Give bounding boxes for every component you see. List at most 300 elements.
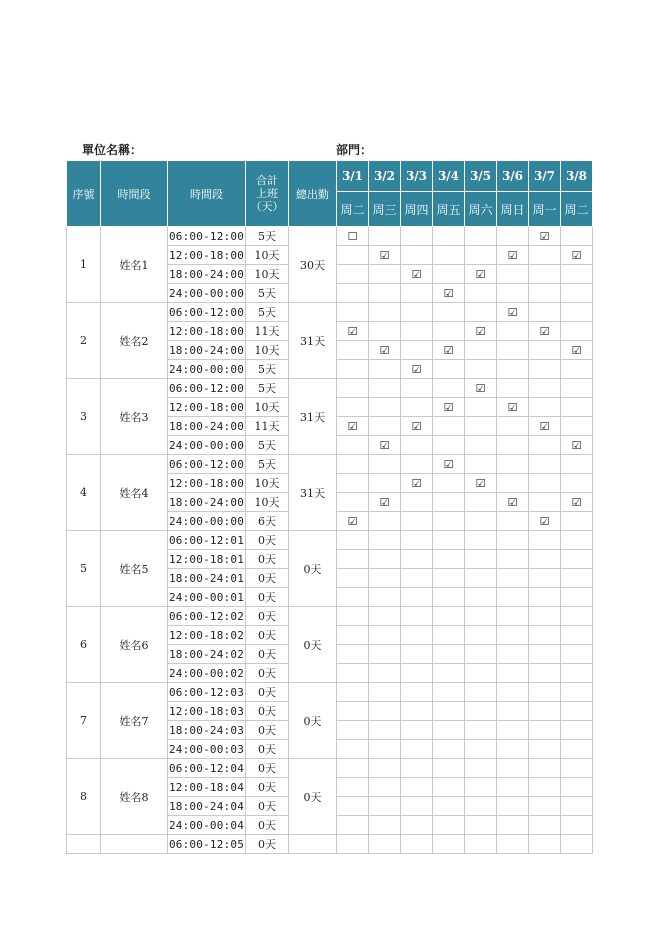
shift-checkbox-cell[interactable] [497,626,529,645]
shift-checkbox-cell[interactable] [337,493,369,512]
shift-checkbox-cell[interactable] [433,284,465,303]
shift-checkbox-cell[interactable] [497,246,529,265]
workdays-count: 11天 [246,322,289,341]
shift-checkbox-cell[interactable] [465,246,497,265]
shift-checkbox-cell[interactable] [401,531,433,550]
shift-checkbox-cell[interactable] [369,303,401,322]
checked-box-icon: ☑ [443,457,454,471]
shift-checkbox-cell[interactable] [465,778,497,797]
checked-box-icon: ☑ [443,343,454,357]
shift-checkbox-cell[interactable] [433,759,465,778]
shift-checkbox-cell[interactable] [369,436,401,455]
shift-checkbox-cell[interactable] [369,341,401,360]
time-range: 18:00-24:01 [168,569,246,588]
checked-box-icon: ☑ [443,286,454,300]
col-days-line1: 合計 [256,174,278,187]
shift-checkbox-cell[interactable] [401,512,433,531]
shift-checkbox-cell[interactable] [337,303,369,322]
shift-checkbox-cell[interactable] [401,835,433,854]
shift-checkbox-cell[interactable] [433,246,465,265]
total-attendance: 0天 [289,759,337,835]
shift-checkbox-cell[interactable] [529,797,561,816]
shift-checkbox-cell[interactable] [561,379,593,398]
shift-checkbox-cell[interactable] [561,360,593,379]
shift-checkbox-cell[interactable] [369,455,401,474]
shift-checkbox-cell[interactable] [465,645,497,664]
shift-checkbox-cell[interactable] [497,683,529,702]
shift-checkbox-cell[interactable] [497,740,529,759]
shift-checkbox-cell[interactable] [337,664,369,683]
shift-checkbox-cell[interactable] [529,398,561,417]
shift-checkbox-cell[interactable] [561,835,593,854]
shift-checkbox-cell[interactable] [497,797,529,816]
shift-checkbox-cell[interactable] [401,759,433,778]
shift-checkbox-cell[interactable] [465,759,497,778]
table-row [67,455,593,474]
shift-checkbox-cell[interactable] [401,588,433,607]
workdays-count: 10天 [246,265,289,284]
shift-checkbox-cell[interactable] [529,455,561,474]
shift-checkbox-cell[interactable] [561,417,593,436]
time-range: 18:00-24:00 [168,265,246,284]
shift-checkbox-cell[interactable] [497,702,529,721]
shift-checkbox-cell[interactable] [433,740,465,759]
shift-checkbox-cell[interactable] [529,664,561,683]
shift-checkbox-cell[interactable] [433,626,465,645]
shift-checkbox-cell[interactable] [497,607,529,626]
shift-checkbox-cell[interactable] [401,607,433,626]
shift-checkbox-cell[interactable] [497,759,529,778]
shift-checkbox-cell[interactable] [465,227,497,246]
shift-checkbox-cell[interactable] [561,721,593,740]
shift-checkbox-cell[interactable] [369,246,401,265]
shift-checkbox-cell[interactable] [465,588,497,607]
checked-box-icon: ☑ [411,419,422,433]
shift-checkbox-cell[interactable] [529,360,561,379]
shift-checkbox-cell[interactable] [561,455,593,474]
workdays-count: 0天 [246,531,289,550]
shift-checkbox-cell[interactable] [561,265,593,284]
shift-checkbox-cell[interactable] [497,322,529,341]
shift-checkbox-cell[interactable] [497,227,529,246]
shift-checkbox-cell[interactable] [561,588,593,607]
shift-checkbox-cell[interactable] [369,778,401,797]
shift-checkbox-cell[interactable] [561,607,593,626]
shift-checkbox-cell[interactable] [465,455,497,474]
shift-checkbox-cell[interactable] [561,816,593,835]
shift-checkbox-cell[interactable] [529,227,561,246]
shift-checkbox-cell[interactable] [561,322,593,341]
shift-checkbox-cell[interactable] [561,740,593,759]
shift-checkbox-cell[interactable] [337,702,369,721]
shift-checkbox-cell[interactable] [561,683,593,702]
shift-checkbox-cell[interactable] [497,721,529,740]
shift-checkbox-cell[interactable] [433,816,465,835]
shift-checkbox-cell[interactable] [369,474,401,493]
shift-checkbox-cell[interactable] [465,702,497,721]
shift-checkbox-cell[interactable] [369,683,401,702]
attendance-table [66,160,593,854]
shift-checkbox-cell[interactable] [561,778,593,797]
shift-checkbox-cell[interactable] [529,284,561,303]
shift-checkbox-cell[interactable] [401,626,433,645]
shift-checkbox-cell[interactable] [401,645,433,664]
shift-checkbox-cell[interactable] [433,227,465,246]
shift-checkbox-cell[interactable] [561,493,593,512]
shift-checkbox-cell[interactable] [465,341,497,360]
shift-checkbox-cell[interactable] [497,474,529,493]
shift-checkbox-cell[interactable] [369,816,401,835]
shift-checkbox-cell[interactable] [369,588,401,607]
shift-checkbox-cell[interactable] [529,569,561,588]
shift-checkbox-cell[interactable] [465,626,497,645]
employee-number: 8 [67,759,101,835]
shift-checkbox-cell[interactable] [497,569,529,588]
shift-checkbox-cell[interactable] [465,417,497,436]
shift-checkbox-cell[interactable] [529,246,561,265]
shift-checkbox-cell[interactable] [561,569,593,588]
shift-checkbox-cell[interactable] [401,455,433,474]
shift-checkbox-cell[interactable] [369,360,401,379]
shift-checkbox-cell[interactable] [401,360,433,379]
shift-checkbox-cell[interactable] [401,816,433,835]
shift-checkbox-cell[interactable] [465,816,497,835]
time-range: 18:00-24:02 [168,645,246,664]
shift-checkbox-cell[interactable] [369,531,401,550]
shift-checkbox-cell[interactable] [465,398,497,417]
shift-checkbox-cell[interactable] [529,683,561,702]
shift-checkbox-cell[interactable] [529,265,561,284]
shift-checkbox-cell[interactable] [337,512,369,531]
employee-name [101,835,168,854]
shift-checkbox-cell[interactable] [337,550,369,569]
shift-checkbox-cell[interactable] [369,607,401,626]
shift-checkbox-cell[interactable] [337,227,369,246]
shift-checkbox-cell[interactable] [465,797,497,816]
shift-checkbox-cell[interactable] [337,531,369,550]
shift-checkbox-cell[interactable] [529,607,561,626]
shift-checkbox-cell[interactable] [401,322,433,341]
shift-checkbox-cell[interactable] [337,588,369,607]
shift-checkbox-cell[interactable] [433,417,465,436]
shift-checkbox-cell[interactable] [369,379,401,398]
shift-checkbox-cell[interactable] [465,303,497,322]
shift-checkbox-cell[interactable] [433,493,465,512]
shift-checkbox-cell[interactable] [369,493,401,512]
shift-checkbox-cell[interactable] [561,246,593,265]
workdays-count: 5天 [246,455,289,474]
shift-checkbox-cell[interactable] [337,645,369,664]
shift-checkbox-cell[interactable] [465,379,497,398]
shift-checkbox-cell[interactable] [497,379,529,398]
shift-checkbox-cell[interactable] [337,246,369,265]
shift-checkbox-cell[interactable] [497,816,529,835]
shift-checkbox-cell[interactable] [433,645,465,664]
time-range: 12:00-18:00 [168,246,246,265]
shift-checkbox-cell[interactable] [529,645,561,664]
shift-checkbox-cell[interactable] [561,550,593,569]
shift-checkbox-cell[interactable] [433,569,465,588]
shift-checkbox-cell[interactable] [561,531,593,550]
shift-checkbox-cell[interactable] [465,531,497,550]
shift-checkbox-cell[interactable] [465,512,497,531]
shift-checkbox-cell[interactable] [337,417,369,436]
shift-checkbox-cell[interactable] [561,284,593,303]
shift-checkbox-cell[interactable] [529,417,561,436]
table-row [67,759,593,778]
shift-checkbox-cell[interactable] [561,797,593,816]
shift-checkbox-cell[interactable] [561,512,593,531]
shift-checkbox-cell[interactable] [561,645,593,664]
shift-checkbox-cell[interactable] [465,607,497,626]
shift-checkbox-cell[interactable] [529,702,561,721]
shift-checkbox-cell[interactable] [529,721,561,740]
shift-checkbox-cell[interactable] [401,284,433,303]
shift-checkbox-cell[interactable] [369,721,401,740]
shift-checkbox-cell[interactable] [337,284,369,303]
shift-checkbox-cell[interactable] [529,474,561,493]
shift-checkbox-cell[interactable] [561,664,593,683]
shift-checkbox-cell[interactable] [337,360,369,379]
shift-checkbox-cell[interactable] [529,341,561,360]
shift-checkbox-cell[interactable] [337,778,369,797]
shift-checkbox-cell[interactable] [465,284,497,303]
shift-checkbox-cell[interactable] [401,398,433,417]
col-period-2: 時間段 [168,161,246,227]
shift-checkbox-cell[interactable] [529,816,561,835]
shift-checkbox-cell[interactable] [369,398,401,417]
shift-checkbox-cell[interactable] [497,835,529,854]
shift-checkbox-cell[interactable] [497,417,529,436]
shift-checkbox-cell[interactable] [529,740,561,759]
shift-checkbox-cell[interactable] [401,246,433,265]
shift-checkbox-cell[interactable] [433,835,465,854]
shift-checkbox-cell[interactable] [337,835,369,854]
shift-checkbox-cell[interactable] [529,303,561,322]
table-row [67,835,593,854]
shift-checkbox-cell[interactable] [433,379,465,398]
shift-checkbox-cell[interactable] [369,550,401,569]
shift-checkbox-cell[interactable] [401,474,433,493]
shift-checkbox-cell[interactable] [465,835,497,854]
col-period-1: 時間段 [101,161,168,227]
shift-checkbox-cell[interactable] [337,607,369,626]
shift-checkbox-cell[interactable] [401,436,433,455]
shift-checkbox-cell[interactable] [433,455,465,474]
shift-checkbox-cell[interactable] [433,702,465,721]
shift-checkbox-cell[interactable] [465,683,497,702]
shift-checkbox-cell[interactable] [433,531,465,550]
shift-checkbox-cell[interactable] [337,265,369,284]
shift-checkbox-cell[interactable] [529,759,561,778]
shift-checkbox-cell[interactable] [369,740,401,759]
time-range: 24:00-00:00 [168,284,246,303]
time-range: 18:00-24:00 [168,341,246,360]
shift-checkbox-cell[interactable] [401,379,433,398]
shift-checkbox-cell[interactable] [465,474,497,493]
shift-checkbox-cell[interactable] [401,664,433,683]
shift-checkbox-cell[interactable] [465,740,497,759]
shift-checkbox-cell[interactable] [401,227,433,246]
shift-checkbox-cell[interactable] [369,645,401,664]
shift-checkbox-cell[interactable] [369,664,401,683]
shift-checkbox-cell[interactable] [401,702,433,721]
shift-checkbox-cell[interactable] [465,360,497,379]
table-header [67,161,593,227]
shift-checkbox-cell[interactable] [497,455,529,474]
shift-checkbox-cell[interactable] [561,626,593,645]
workdays-count: 5天 [246,227,289,246]
shift-checkbox-cell[interactable] [465,569,497,588]
shift-checkbox-cell[interactable] [369,227,401,246]
shift-checkbox-cell[interactable] [465,322,497,341]
shift-checkbox-cell[interactable] [529,550,561,569]
shift-checkbox-cell[interactable] [529,531,561,550]
shift-checkbox-cell[interactable] [369,417,401,436]
shift-checkbox-cell[interactable] [465,664,497,683]
shift-checkbox-cell[interactable] [529,588,561,607]
shift-checkbox-cell[interactable] [337,740,369,759]
shift-checkbox-cell[interactable] [561,303,593,322]
shift-checkbox-cell[interactable] [497,645,529,664]
shift-checkbox-cell[interactable] [433,398,465,417]
workdays-count: 10天 [246,246,289,265]
shift-checkbox-cell[interactable] [433,607,465,626]
shift-checkbox-cell[interactable] [433,721,465,740]
shift-checkbox-cell[interactable] [433,341,465,360]
checked-box-icon: ☑ [507,248,518,262]
shift-checkbox-cell[interactable] [433,664,465,683]
shift-checkbox-cell[interactable] [433,322,465,341]
shift-checkbox-cell[interactable] [337,759,369,778]
shift-checkbox-cell[interactable] [561,436,593,455]
shift-checkbox-cell[interactable] [529,835,561,854]
shift-checkbox-cell[interactable] [465,721,497,740]
shift-checkbox-cell[interactable] [401,341,433,360]
shift-checkbox-cell[interactable] [497,265,529,284]
shift-checkbox-cell[interactable] [369,759,401,778]
shift-checkbox-cell[interactable] [497,664,529,683]
shift-checkbox-cell[interactable] [401,550,433,569]
shift-checkbox-cell[interactable] [433,512,465,531]
shift-checkbox-cell[interactable] [497,512,529,531]
shift-checkbox-cell[interactable] [497,531,529,550]
time-range: 12:00-18:03 [168,702,246,721]
shift-checkbox-cell[interactable] [433,436,465,455]
shift-checkbox-cell[interactable] [433,265,465,284]
shift-checkbox-cell[interactable] [337,379,369,398]
shift-checkbox-cell[interactable] [529,493,561,512]
shift-checkbox-cell[interactable] [465,265,497,284]
shift-checkbox-cell[interactable] [401,417,433,436]
shift-checkbox-cell[interactable] [433,797,465,816]
shift-checkbox-cell[interactable] [529,512,561,531]
shift-checkbox-cell[interactable] [337,322,369,341]
shift-checkbox-cell[interactable] [401,797,433,816]
workdays-count: 0天 [246,569,289,588]
shift-checkbox-cell[interactable] [561,474,593,493]
shift-checkbox-cell[interactable] [497,360,529,379]
shift-checkbox-cell[interactable] [561,759,593,778]
shift-checkbox-cell[interactable] [369,626,401,645]
shift-checkbox-cell[interactable] [497,303,529,322]
shift-checkbox-cell[interactable] [561,227,593,246]
shift-checkbox-cell[interactable] [337,683,369,702]
checked-box-icon: ☑ [475,381,486,395]
shift-checkbox-cell[interactable] [529,322,561,341]
shift-checkbox-cell[interactable] [401,740,433,759]
shift-checkbox-cell[interactable] [337,341,369,360]
shift-checkbox-cell[interactable] [561,341,593,360]
shift-checkbox-cell[interactable] [529,436,561,455]
shift-checkbox-cell[interactable] [561,702,593,721]
shift-checkbox-cell[interactable] [369,835,401,854]
shift-checkbox-cell[interactable] [337,797,369,816]
shift-checkbox-cell[interactable] [497,588,529,607]
shift-checkbox-cell[interactable] [433,683,465,702]
shift-checkbox-cell[interactable] [465,493,497,512]
shift-checkbox-cell[interactable] [337,626,369,645]
shift-checkbox-cell[interactable] [401,569,433,588]
shift-checkbox-cell[interactable] [561,398,593,417]
shift-checkbox-cell[interactable] [497,550,529,569]
shift-checkbox-cell[interactable] [337,569,369,588]
time-range: 06:00-12:03 [168,683,246,702]
shift-checkbox-cell[interactable] [497,284,529,303]
shift-checkbox-cell[interactable] [433,588,465,607]
shift-checkbox-cell[interactable] [337,721,369,740]
shift-checkbox-cell[interactable] [369,322,401,341]
shift-checkbox-cell[interactable] [497,398,529,417]
shift-checkbox-cell[interactable] [369,265,401,284]
shift-checkbox-cell[interactable] [497,778,529,797]
shift-checkbox-cell[interactable] [497,493,529,512]
shift-checkbox-cell[interactable] [497,341,529,360]
shift-checkbox-cell[interactable] [337,398,369,417]
time-range: 06:00-12:00 [168,227,246,246]
shift-checkbox-cell[interactable] [433,474,465,493]
shift-checkbox-cell[interactable] [401,721,433,740]
shift-checkbox-cell[interactable] [433,360,465,379]
shift-checkbox-cell[interactable] [369,569,401,588]
shift-checkbox-cell[interactable] [401,265,433,284]
shift-checkbox-cell[interactable] [401,683,433,702]
checked-box-icon: ☑ [539,229,550,243]
shift-checkbox-cell[interactable] [369,284,401,303]
shift-checkbox-cell[interactable] [465,550,497,569]
time-range: 06:00-12:00 [168,303,246,322]
shift-checkbox-cell[interactable] [337,436,369,455]
shift-checkbox-cell[interactable] [369,512,401,531]
shift-checkbox-cell[interactable] [401,303,433,322]
shift-checkbox-cell[interactable] [529,778,561,797]
shift-checkbox-cell[interactable] [337,455,369,474]
shift-checkbox-cell[interactable] [337,816,369,835]
shift-checkbox-cell[interactable] [337,474,369,493]
shift-checkbox-cell[interactable] [497,436,529,455]
shift-checkbox-cell[interactable] [433,303,465,322]
shift-checkbox-cell[interactable] [465,436,497,455]
shift-checkbox-cell[interactable] [401,778,433,797]
shift-checkbox-cell[interactable] [433,778,465,797]
shift-checkbox-cell[interactable] [433,550,465,569]
shift-checkbox-cell[interactable] [369,797,401,816]
shift-checkbox-cell[interactable] [529,379,561,398]
workdays-count: 0天 [246,626,289,645]
shift-checkbox-cell[interactable] [369,702,401,721]
shift-checkbox-cell[interactable] [529,626,561,645]
shift-checkbox-cell[interactable] [401,493,433,512]
